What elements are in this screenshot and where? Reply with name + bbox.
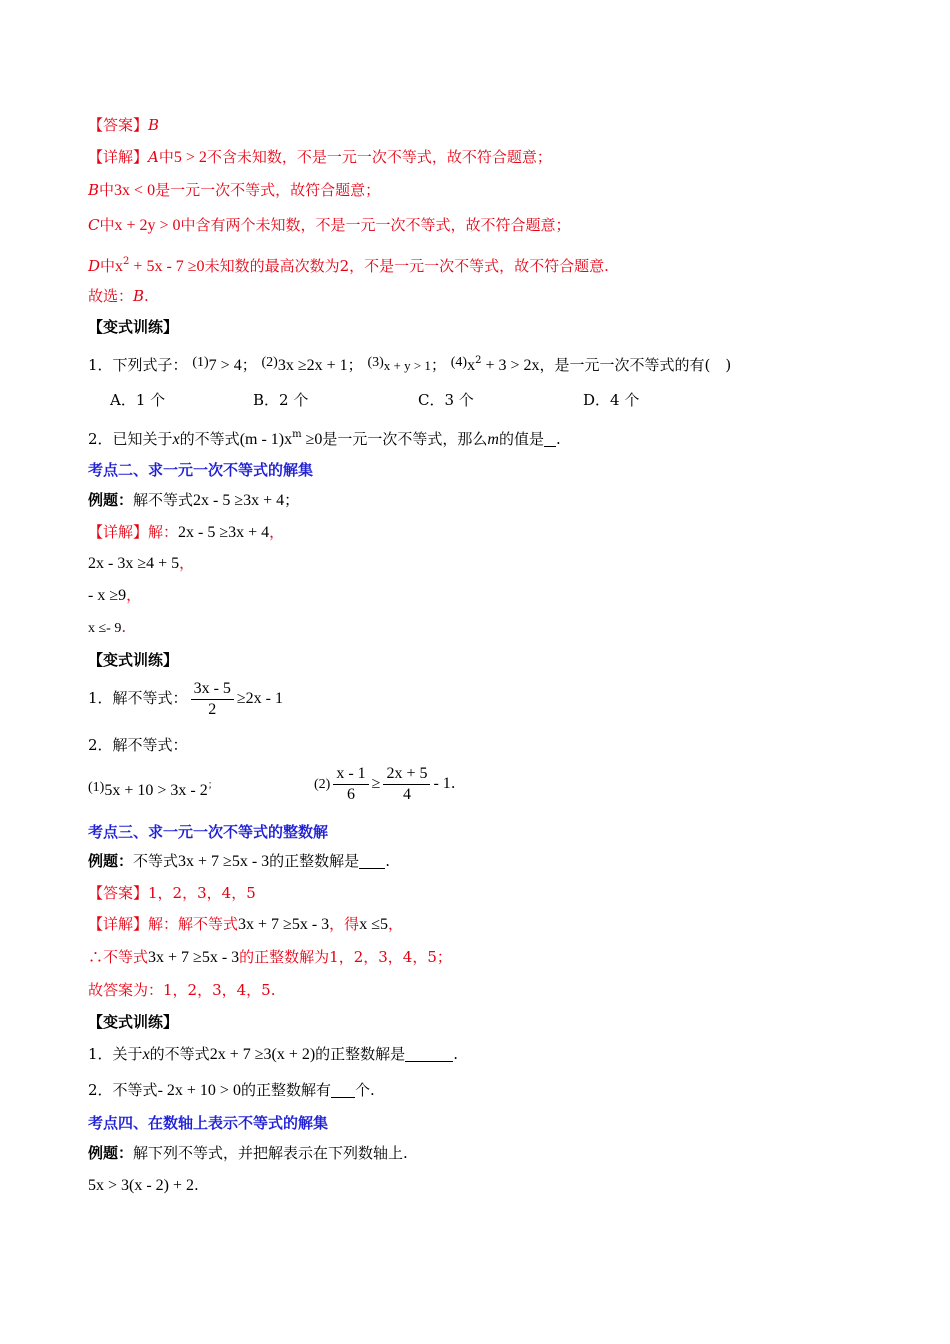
item-label: (3) xyxy=(367,355,384,370)
fraction xyxy=(333,764,368,805)
math-expression: 3x < 0 xyxy=(114,182,156,199)
answer-value: B xyxy=(148,116,160,134)
text: ， xyxy=(387,915,403,933)
detail-line-d xyxy=(88,252,609,277)
math-expression: 2x - 5 ≥3x + 4 xyxy=(178,524,270,541)
question-1 xyxy=(88,1044,458,1065)
exponent: m xyxy=(292,429,302,440)
example-line xyxy=(88,851,390,872)
text: ，是一元一次不等式的有( ) xyxy=(539,356,732,374)
text: 中 xyxy=(158,148,174,166)
answer-blank[interactable] xyxy=(359,854,385,869)
solution-step-1 xyxy=(88,553,194,574)
math-expression: x ≤5 xyxy=(359,916,388,933)
section-title-4: 考点四、在数轴上表示不等式的解集 xyxy=(88,1114,329,1132)
text: . xyxy=(121,618,127,636)
answer-value: 1，2，3，4，5 xyxy=(148,884,256,902)
math-expression: (m - 1)x xyxy=(239,431,293,448)
detail-line xyxy=(88,522,284,543)
sub-question-2 xyxy=(314,763,456,805)
denominator: 6 xyxy=(346,785,355,803)
text: 中 xyxy=(100,257,116,275)
text: 解不等式： xyxy=(112,689,188,707)
math-expression: ≥2x - 1 xyxy=(236,690,283,707)
text: 解：解不等式 xyxy=(148,915,239,933)
option-a: A．1 个 xyxy=(110,391,166,409)
text: 是一元一次不等式，那么 xyxy=(322,430,488,448)
text: ∴不等式 xyxy=(88,948,149,966)
example-expression xyxy=(88,1175,199,1196)
math-expression: - 2x + 10 > 0 xyxy=(157,1082,241,1099)
variable: x xyxy=(172,431,180,448)
math-expression: 2x - 3x ≥4 + 5 xyxy=(88,555,180,572)
text: 解不等式 xyxy=(133,491,194,509)
math-expression: x xyxy=(467,357,476,374)
question-number: 1． xyxy=(88,1045,113,1063)
text: . xyxy=(450,774,456,792)
training-heading: 【变式训练】 xyxy=(88,1013,179,1031)
math-expression: x + 2y > 0 xyxy=(114,217,181,234)
text: ，得 xyxy=(329,915,360,933)
solution-step-2 xyxy=(88,585,141,606)
denominator: 4 xyxy=(402,785,411,803)
math-expression: x + y > 1 xyxy=(383,358,431,373)
numerator: 2x + 5 xyxy=(383,764,430,785)
text: 中含有两个未知数，不是一元一次不等式，故不符合题意； xyxy=(180,216,571,234)
answer-line xyxy=(88,115,159,135)
text: 的不等式 xyxy=(179,430,240,448)
item-label: (2) xyxy=(314,777,331,792)
text: ； xyxy=(347,356,363,374)
text: 中 xyxy=(99,216,115,234)
choice-value: B xyxy=(133,287,145,305)
math-expression: - x ≥9 xyxy=(88,587,127,604)
math-expression: 2x - 5 ≥3x + 4 xyxy=(193,492,285,509)
fraction xyxy=(191,679,234,720)
math-expression: 3x + 7 ≥5x - 3 xyxy=(148,949,240,966)
question-2 xyxy=(88,1080,375,1101)
math-expression: 2x + 7 ≥3(x + 2) xyxy=(209,1046,316,1063)
answer-blank[interactable] xyxy=(405,1047,453,1062)
text: 个. xyxy=(354,1081,375,1099)
text: ； xyxy=(430,356,446,374)
question-2 xyxy=(88,425,561,450)
text: . xyxy=(385,852,390,870)
question-1 xyxy=(88,678,283,720)
text: . xyxy=(194,1176,199,1194)
example-tag: 例题： xyxy=(88,852,134,870)
section-title-3: 考点三、求一元一次不等式的整数解 xyxy=(88,823,329,841)
text: 的正整数解是 xyxy=(315,1045,406,1063)
answer-tag: 【答案】 xyxy=(88,116,149,134)
final-answer-line: 故答案为：1，2，3，4，5. xyxy=(88,981,276,999)
math-expression: 5x + 10 > 3x - 2 xyxy=(104,782,208,799)
sub-question-1 xyxy=(88,776,218,801)
question-number: 2． xyxy=(88,430,113,448)
text: 的正整数解为1，2，3，4，5； xyxy=(239,948,452,966)
text: 已知关于 xyxy=(112,430,173,448)
option-d: D．4 个 xyxy=(583,391,640,409)
option-letter: C xyxy=(88,216,100,234)
denominator: 2 xyxy=(208,700,217,718)
exponent: 2 xyxy=(123,256,130,267)
math-expression: ≥ xyxy=(371,775,381,792)
text: 不等式 xyxy=(112,1081,158,1099)
example-tag: 例题： xyxy=(88,1144,134,1162)
text: 的正整数解有 xyxy=(240,1081,331,1099)
math-expression: 5 > 2 xyxy=(173,149,207,166)
answer-blank[interactable] xyxy=(544,432,556,447)
question-2 xyxy=(88,735,188,755)
detail-line-c xyxy=(88,215,571,236)
solution-step-3 xyxy=(88,617,126,639)
text: 解： xyxy=(148,523,179,541)
training-heading: 【变式训练】 xyxy=(88,651,179,669)
section-title-2: 考点二、求一元一次不等式的解集 xyxy=(88,461,314,479)
text: ， xyxy=(126,586,142,604)
item-label: (1) xyxy=(88,780,105,795)
text: 解下列不等式，并把解表示在下列数轴上. xyxy=(133,1144,408,1162)
question-number: 2． xyxy=(88,736,113,754)
math-expression: 3x + 7 ≥5x - 3 xyxy=(238,916,330,933)
math-expression: 7 > 4 xyxy=(208,357,242,374)
training-heading: 【变式训练】 xyxy=(88,318,179,336)
text: ， xyxy=(179,554,195,572)
question-number: 2． xyxy=(88,1081,113,1099)
option-letter: D xyxy=(88,257,101,275)
detail-tag: 【详解】 xyxy=(88,523,149,541)
text: ； xyxy=(284,491,300,509)
example-line xyxy=(88,490,299,511)
variable: x xyxy=(142,1046,150,1063)
text: 下列式子： xyxy=(112,356,188,374)
text: 不等式 xyxy=(133,852,179,870)
math-expression: 3x + 7 ≥5x - 3 xyxy=(178,853,270,870)
math-expression: 3x ≥2x + 1 xyxy=(277,357,348,374)
question-number: 1． xyxy=(88,689,113,707)
detail-line-a xyxy=(88,147,552,168)
option-b: B．2 个 xyxy=(253,391,309,409)
text: . xyxy=(144,287,149,305)
item-label: (1) xyxy=(192,355,209,370)
math-expression: - 1 xyxy=(433,775,451,792)
numerator: x - 1 xyxy=(333,764,368,785)
text: 解不等式： xyxy=(112,736,188,754)
math-expression: + 5x - 7 ≥0 xyxy=(129,258,205,275)
variable: m xyxy=(487,431,499,448)
text: 中 xyxy=(99,181,115,199)
math-expression: + 3 > 2x xyxy=(481,357,540,374)
question-1 xyxy=(88,351,731,376)
text: . xyxy=(453,1045,458,1063)
fraction xyxy=(383,764,430,805)
detail-tag: 【详解】 xyxy=(88,148,149,166)
option-letter: B xyxy=(88,181,100,199)
math-expression: x xyxy=(115,258,124,275)
item-label: (4) xyxy=(450,355,468,370)
question-number: 1． xyxy=(88,356,113,374)
answer-line xyxy=(88,883,256,903)
text: 关于 xyxy=(112,1045,143,1063)
exponent: 2 xyxy=(475,355,482,366)
item-label: (2) xyxy=(261,355,278,370)
text: ； xyxy=(207,780,218,791)
text: 的正整数解是 xyxy=(269,852,360,870)
text: 的不等式 xyxy=(149,1045,210,1063)
option-c: C．3 个 xyxy=(418,391,474,409)
text: . xyxy=(555,430,561,448)
numerator: 3x - 5 xyxy=(191,679,234,700)
text: 不含未知数，不是一元一次不等式，故不符合题意； xyxy=(206,148,552,166)
math-expression: x ≤- 9 xyxy=(88,621,122,636)
answer-tag: 【答案】 xyxy=(88,884,149,902)
text: ， xyxy=(269,523,285,541)
text: 是一元一次不等式，故符合题意； xyxy=(155,181,381,199)
text: 故选： xyxy=(88,287,134,305)
math-expression: 5x > 3(x - 2) + 2 xyxy=(88,1177,195,1194)
example-line xyxy=(88,1143,408,1163)
option-letter: A xyxy=(148,148,159,166)
detail-line xyxy=(88,914,403,935)
detail-tag: 【详解】 xyxy=(88,915,149,933)
text: 未知数的最高次数为2，不是一元一次不等式，故不符合题意. xyxy=(204,257,609,275)
choose-line xyxy=(88,286,149,306)
math-expression: ≥0 xyxy=(301,431,323,448)
therefore-line xyxy=(88,947,452,968)
detail-line-b xyxy=(88,180,380,201)
answer-blank[interactable] xyxy=(331,1083,355,1098)
example-tag: 例题： xyxy=(88,491,134,509)
text: 的值是 xyxy=(498,430,544,448)
text: ； xyxy=(241,356,257,374)
